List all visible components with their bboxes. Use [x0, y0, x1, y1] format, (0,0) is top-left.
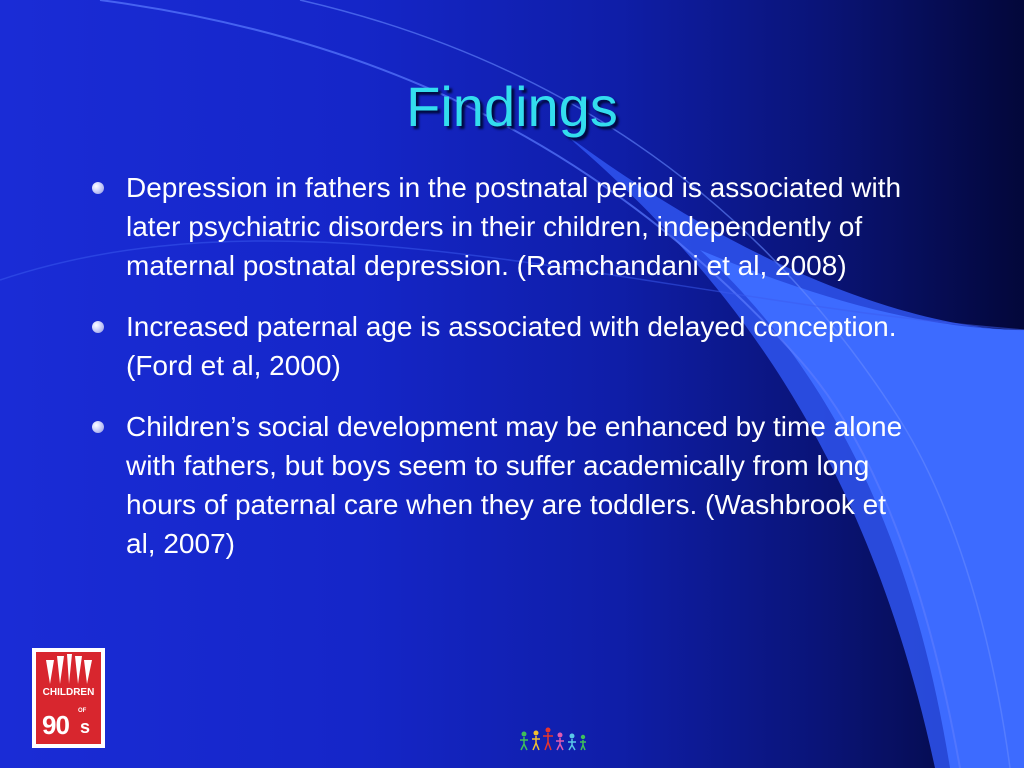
- children-of-90s-logo: [32, 648, 105, 748]
- bullet-text: Increased paternal age is associated with delayed conception. (Ford et al, 2000): [126, 311, 897, 381]
- logo-of-text: OF: [78, 708, 87, 714]
- bullet-dot-icon: [92, 321, 104, 333]
- bullet-item: [90, 407, 920, 563]
- slide-title: Findings: [406, 75, 618, 138]
- logo-red-panel: [36, 652, 101, 744]
- bullet-dot-icon: [92, 182, 104, 194]
- logo-number-text: 90: [42, 710, 69, 740]
- bullet-text: Children’s social development may be enhanced by time alone with fathers, but boys seem to suffer academically from long hours of paternal care when they are toddlers. (Washbrook et al, 2007): [126, 411, 903, 559]
- bullet-list: [90, 168, 920, 585]
- children-figures-icon: [518, 726, 588, 752]
- logo-stripes-icon: [36, 654, 101, 688]
- bullet-item: [90, 168, 920, 285]
- bullet-item: [90, 307, 920, 385]
- bullet-dot-icon: [92, 421, 104, 433]
- bullet-text: Depression in fathers in the postnatal period is associated with later psychiatric disorders in their children, independently of maternal postnatal depression. (Ramchandani et al, 2008): [126, 172, 902, 281]
- logo-children-text: CHILDREN: [42, 687, 95, 698]
- logo-suffix-text: s: [80, 717, 91, 737]
